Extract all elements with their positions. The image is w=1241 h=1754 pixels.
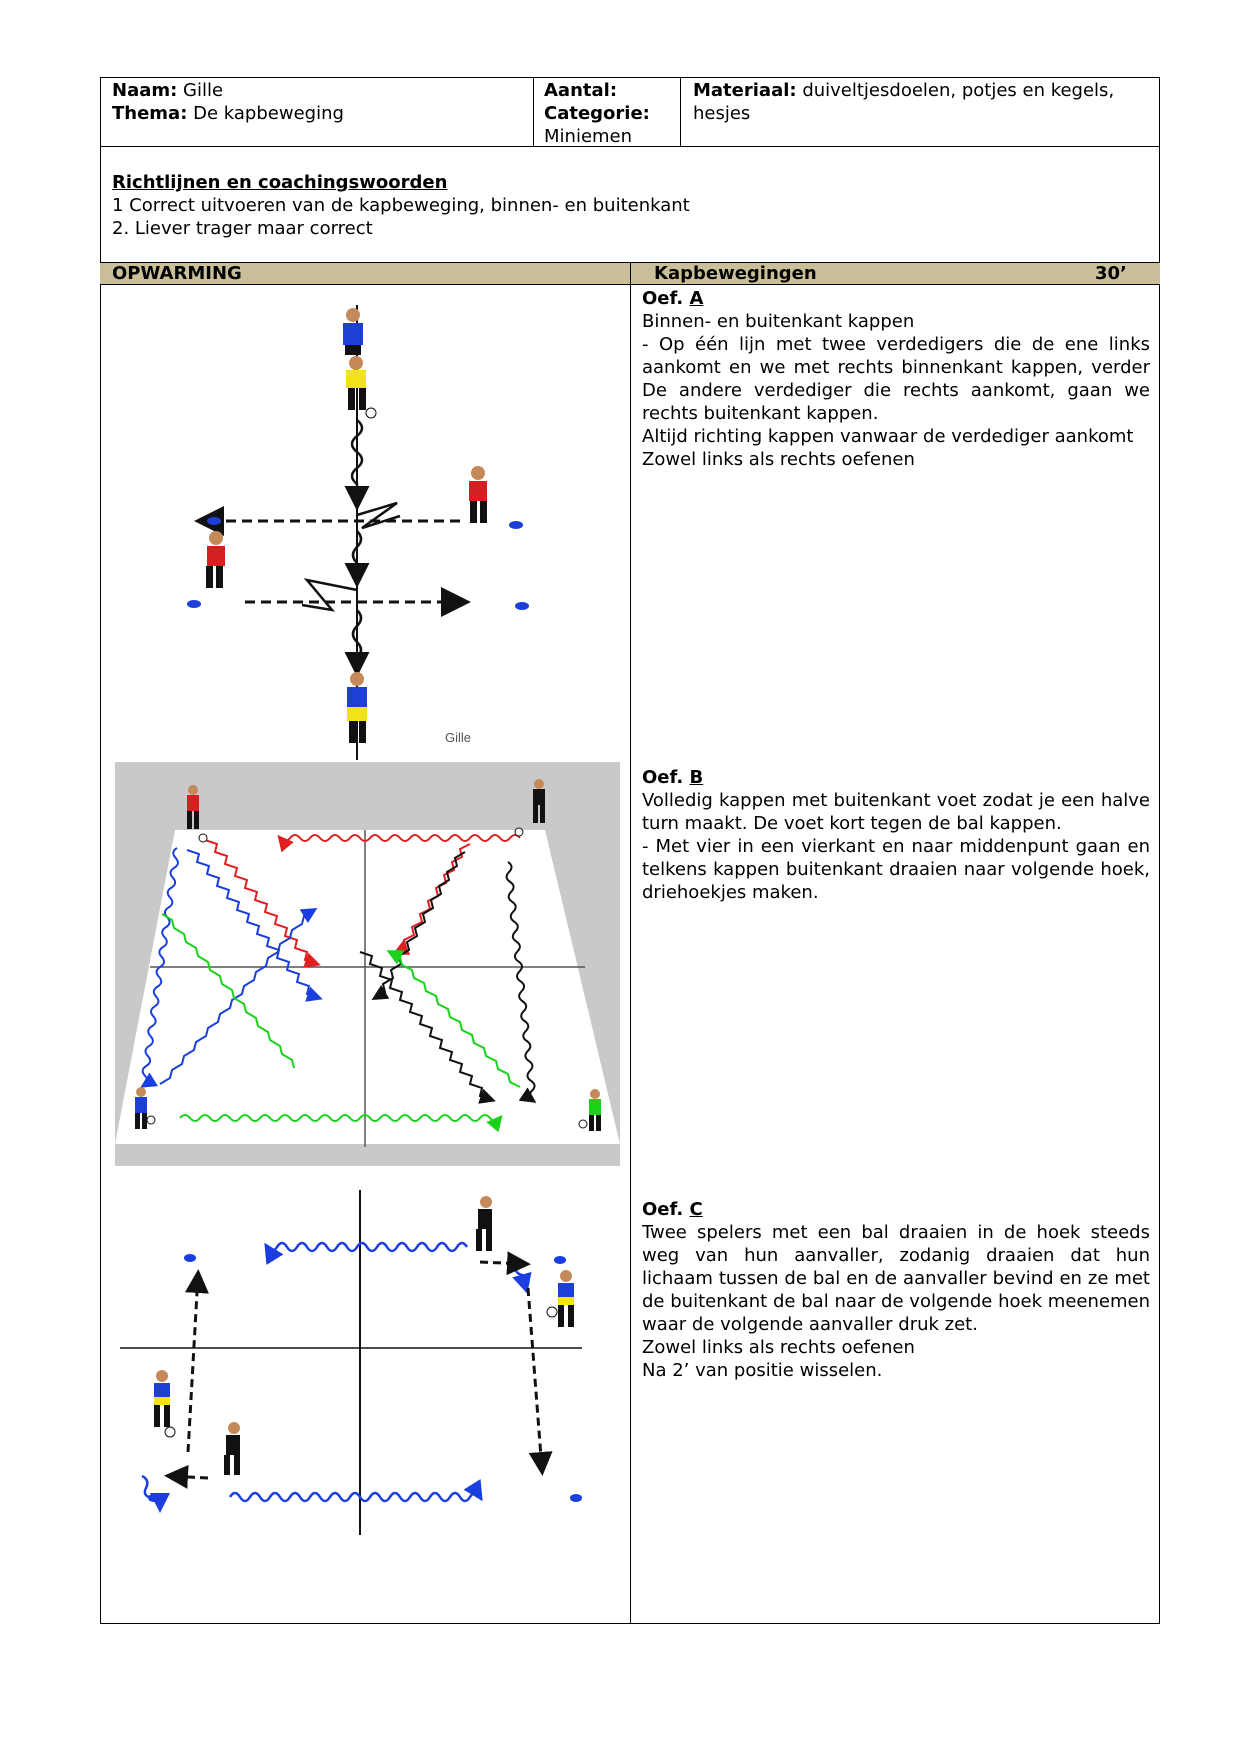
ball-icon	[199, 834, 207, 842]
exercise-c-title: Oef. C	[642, 1199, 703, 1220]
column-divider	[630, 262, 631, 1624]
player-blue-yellow-icon	[343, 308, 363, 355]
exercise-b-line: Volledig kappen met buitenkant voet zodat je een halve turn maakt. De voet kort tegen de bal kappen.	[642, 790, 1150, 834]
aantal-field: Aantal:	[544, 80, 618, 101]
exercise-c-line: Twee spelers met een bal draaien in de hoek steeds weg van hun aanvaller, zodanig draaien dat hun lichaam tussen de bal en de aanvaller bevind en ze met de buitenkant de bal naar de volgende hoek meenemen waar de volgende aanvaller druk zet.	[642, 1222, 1150, 1335]
categorie-value: Miniemen	[544, 126, 633, 147]
exercise-a-line: Altijd richting kappen vanwaar de verdediger aankomt	[642, 426, 1134, 447]
ball-icon	[515, 828, 523, 836]
ball-icon	[147, 1116, 155, 1124]
cone-icon	[187, 600, 201, 608]
ball-icon	[366, 408, 376, 418]
guidelines-title: Richtlijnen en coachingswoorden	[112, 172, 448, 193]
player-black-icon	[224, 1422, 240, 1475]
player-black-icon	[476, 1196, 492, 1251]
cone-icon	[509, 521, 523, 529]
exercise-a-line: - Op één lijn met twee verdedigers die de ene links aankomt en we met rechts binnenkant kappen, verder De andere verdediger die rechts aankomt, gaan we rechts buitenkant kappen.	[642, 334, 1150, 424]
exercise-a-line: Zowel links als rechts oefenen	[642, 449, 915, 470]
cone-icon	[554, 1256, 566, 1264]
diagram-exercise-a	[170, 295, 560, 760]
section-left-label: OPWARMING	[112, 263, 242, 284]
section-duration: 30’	[1095, 263, 1127, 284]
guideline-item: 1 Correct uitvoeren van de kapbeweging, binnen- en buitenkant	[112, 195, 690, 216]
player-blue-yellow-icon	[154, 1370, 170, 1427]
materiaal-field: Materiaal: duiveltjesdoelen, potjes en kegels, hesjes	[693, 80, 1115, 124]
player-red-icon	[469, 466, 487, 523]
exercise-b-title: Oef. B	[642, 767, 704, 788]
section-right-label: Kapbewegingen	[654, 263, 817, 284]
header-divider-2	[680, 77, 681, 147]
cone-icon	[570, 1494, 582, 1502]
exercise-c-line: Na 2’ van positie wisselen.	[642, 1360, 883, 1381]
ball-icon	[547, 1307, 557, 1317]
header-divider-1	[533, 77, 534, 147]
naam-field: Naam: Gille	[112, 80, 224, 101]
exercise-a-title: Oef. A	[642, 288, 704, 309]
ball-icon	[579, 1120, 587, 1128]
cone-icon	[207, 517, 221, 525]
cone-icon	[515, 602, 529, 610]
diagram-signature: Gille	[445, 730, 472, 745]
categorie-field: Categorie:	[544, 103, 650, 124]
diagram-exercise-c	[120, 1180, 610, 1535]
player-red-icon	[206, 531, 225, 588]
guideline-item: 2. Liever trager maar correct	[112, 218, 373, 239]
ball-icon	[165, 1427, 175, 1437]
diagram-exercise-b	[115, 762, 620, 1166]
exercise-c-line: Zowel links als rechts oefenen	[642, 1337, 915, 1358]
exercise-b-line: - Met vier in een vierkant en naar middenpunt gaan en telkens kappen buitenkant draaien naar volgende hoek, driehoekjes maken.	[642, 836, 1150, 903]
player-blue-yellow-icon	[558, 1270, 574, 1327]
thema-field: Thema: De kapbeweging	[112, 103, 344, 124]
cone-icon	[184, 1254, 196, 1262]
exercise-a-line: Binnen- en buitenkant kappen	[642, 311, 915, 332]
